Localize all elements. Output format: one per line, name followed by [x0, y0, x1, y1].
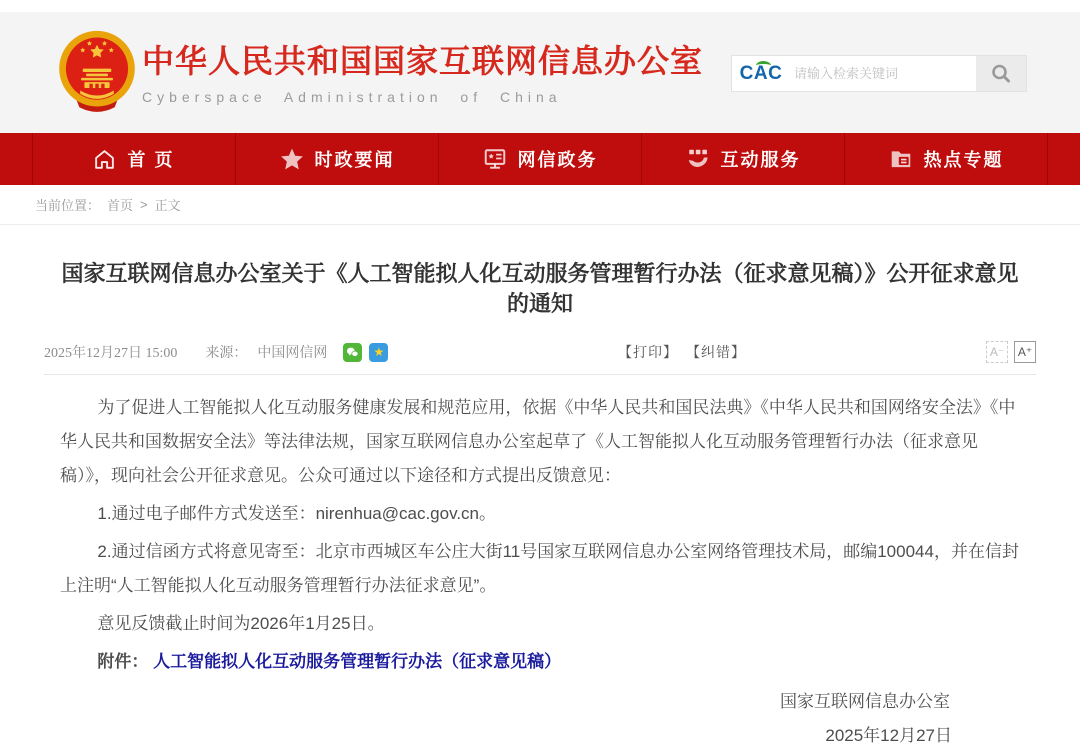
breadcrumb-label: 当前位置： — [35, 198, 101, 213]
article-title: 国家互联网信息办公室关于《人工智能拟人化互动服务管理暂行办法（征求意见稿）》公开征求意见的通知 — [61, 261, 1019, 316]
nav-item-home[interactable] — [32, 133, 235, 185]
attachment-line — [60, 645, 1020, 679]
nav-item-gov[interactable] — [438, 133, 641, 185]
site-header — [0, 12, 1080, 133]
nav-item-label: 首 页 — [127, 150, 175, 170]
search-input[interactable] — [790, 56, 976, 91]
signature: 国家互联网信息办公室 — [780, 692, 950, 711]
cac-logo-arc-icon — [756, 61, 771, 70]
home-icon — [93, 148, 116, 171]
nav-item-news[interactable] — [235, 133, 438, 185]
font-decrease-button[interactable]: A⁻ — [986, 341, 1008, 363]
breadcrumb-current: 正文 — [154, 198, 181, 213]
paragraph: 2.通过信函方式将意见寄至：北京市西城区车公庄大街11号国家互联网信息办公室网络管理技术局，邮编100044，并在信封上注明“人工智能拟人化互动服务管理暂行办法征求意见”。 — [60, 542, 1019, 595]
search-button[interactable] — [976, 56, 1026, 91]
article-body — [60, 391, 1020, 749]
nav-item-label: 互动服务 — [720, 150, 801, 170]
search-icon — [990, 63, 1012, 85]
star-icon — [280, 147, 304, 171]
site-title-cn: 中华人民共和国国家互联网信息办公室 — [142, 43, 704, 79]
folder-icon — [889, 147, 913, 171]
paragraph: 1.通过电子邮件方式发送至：nirenhua@cac.gov.cn。 — [97, 504, 496, 523]
attachment-link[interactable]: 人工智能拟人化互动服务管理暂行办法（征求意见稿） — [153, 652, 562, 671]
breadcrumb-separator: > — [140, 197, 148, 212]
cac-logo — [732, 56, 790, 91]
hand-service-icon — [686, 147, 710, 171]
breadcrumb — [0, 185, 1080, 225]
nav-item-label: 网信政务 — [517, 150, 598, 170]
publish-datetime: 2025年12月27日 15:00 — [44, 346, 178, 361]
qzone-share-icon[interactable]: ★ — [369, 343, 388, 362]
font-size-controls — [986, 341, 1036, 363]
cac-logo-text: CAC — [739, 62, 783, 84]
source-label: 来源： — [205, 346, 248, 361]
paragraph: 意见反馈截止时间为2026年1月25日。 — [97, 614, 385, 633]
wechat-share-icon[interactable] — [343, 343, 362, 362]
paragraph: 为了促进人工智能拟人化互动服务健康发展和规范应用，依据《中华人民共和国民法典》《中华人民共和国网络安全法》《中华人民共和国数据安全法》等法律法规，国家互联网信息办公室起草了《人工智能拟人化互动服务管理暂行办法（征求意见稿）》，现向社会公开征求意见。公众可通过以下途径和方式提出反馈意见： — [60, 398, 1016, 485]
signature-date: 2025年12月27日 — [825, 726, 952, 745]
meta-actions — [618, 342, 746, 362]
share-icons — [343, 343, 388, 362]
top-strip — [0, 0, 1080, 12]
main-nav — [0, 133, 1080, 185]
site-title-en: Cyberspace Administration of China — [142, 89, 562, 105]
source-value: 中国网信网 — [257, 346, 328, 361]
font-increase-button[interactable]: A⁺ — [1014, 341, 1036, 363]
attachment-label: 附件： — [97, 652, 149, 671]
print-button[interactable]: 【打印】 — [618, 346, 678, 361]
monitor-icon — [483, 147, 507, 171]
national-emblem-icon — [55, 28, 139, 116]
article-meta — [44, 341, 1036, 375]
nav-item-label: 时政要闻 — [314, 150, 395, 170]
article — [0, 259, 1080, 749]
correction-button[interactable]: 【纠错】 — [686, 346, 746, 361]
nav-item-interact[interactable] — [641, 133, 844, 185]
nav-item-topics[interactable] — [844, 133, 1048, 185]
search-box — [731, 55, 1027, 92]
nav-item-label: 热点专题 — [923, 150, 1004, 170]
breadcrumb-home-link[interactable]: 首页 — [107, 198, 134, 213]
